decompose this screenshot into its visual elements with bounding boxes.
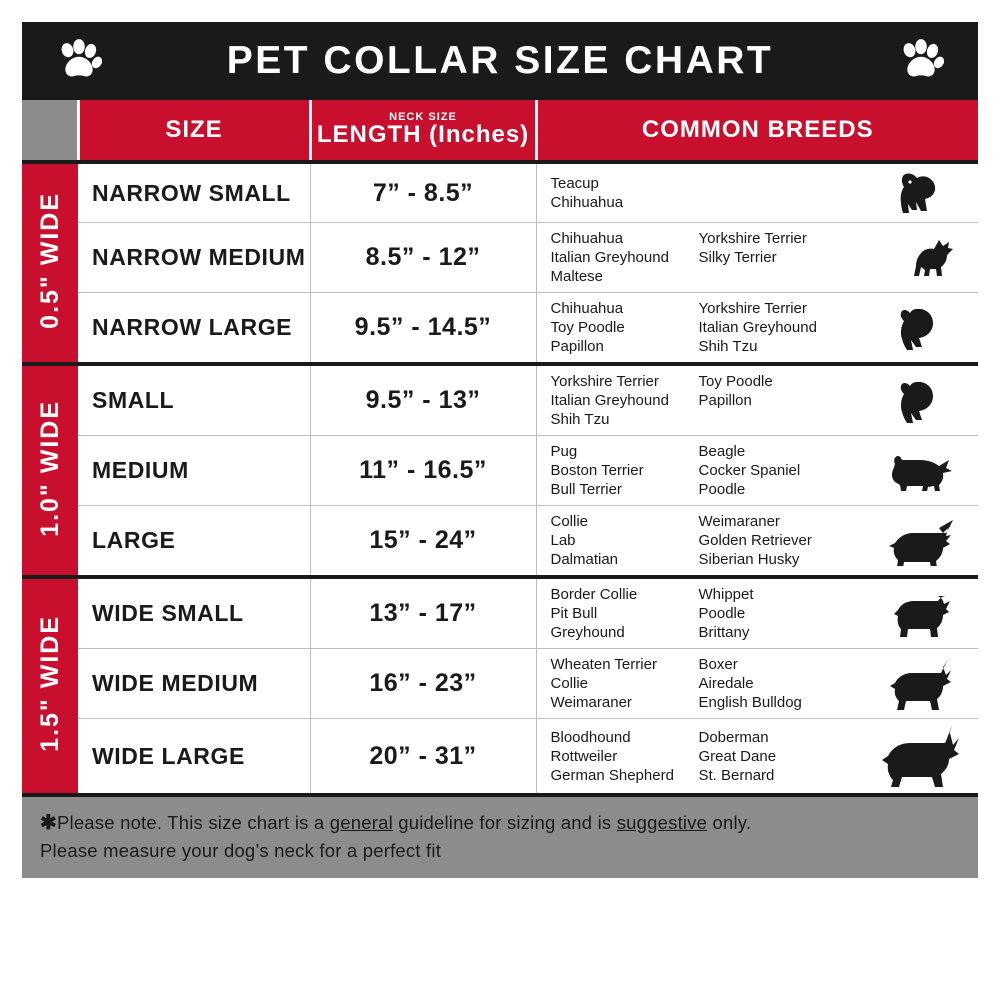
size-name: NARROW SMALL — [78, 162, 310, 223]
boxer-silhouette-icon — [878, 658, 974, 710]
breed-item: Greyhound — [550, 624, 625, 641]
breed-item: Italian Greyhound — [550, 249, 669, 266]
breed-item: Lab — [550, 532, 576, 549]
size-table — [22, 100, 978, 797]
breeds-cell — [536, 719, 978, 796]
footer-underline-general: general — [329, 812, 393, 833]
table-row — [22, 162, 978, 223]
breed-column-1 — [551, 655, 699, 712]
breed-item: Boston Terrier — [550, 462, 644, 479]
neck-length: 11” - 16.5” — [310, 436, 536, 506]
breed-column-2 — [699, 174, 847, 212]
width-group-label-2 — [22, 577, 78, 795]
breed-column-1 — [551, 442, 699, 499]
breeds-cell — [536, 436, 978, 506]
yorkie-silhouette-icon — [878, 170, 974, 216]
breed-item: Shih Tzu — [550, 411, 610, 428]
size-name: WIDE MEDIUM — [78, 649, 310, 719]
neck-length: 15” - 24” — [310, 506, 536, 578]
breed-column-2 — [699, 299, 847, 356]
table-header-row — [22, 100, 978, 162]
breed-item: Chihuahua — [550, 230, 624, 247]
breed-column-1 — [551, 372, 699, 429]
breed-item: Papillon — [550, 338, 604, 355]
breed-item: Yorkshire Terrier — [698, 300, 807, 317]
breed-item: Maltese — [550, 268, 604, 285]
breeds-cell — [536, 506, 978, 578]
breed-item: Italian Greyhound — [698, 319, 817, 336]
breeds-cell — [536, 223, 978, 293]
breeds-cell — [536, 364, 978, 436]
breed-item: Teacup — [550, 175, 599, 192]
breed-item: Weimaraner — [550, 694, 632, 711]
breed-item: English Bulldog — [698, 694, 802, 711]
breed-item: Wheaten Terrier — [550, 656, 657, 673]
chart-header — [22, 22, 978, 100]
size-name: NARROW LARGE — [78, 293, 310, 365]
width-label-text: 1.5" WIDE — [35, 615, 64, 752]
breed-item: Beagle — [698, 443, 746, 460]
breeds-cell — [536, 649, 978, 719]
breed-item: Great Dane — [698, 747, 777, 765]
doberman-silhouette-icon — [878, 725, 974, 787]
size-name: SMALL — [78, 364, 310, 436]
size-name: NARROW MEDIUM — [78, 223, 310, 293]
neck-length: 13” - 17” — [310, 577, 536, 649]
breed-column-1 — [551, 728, 699, 785]
header-length-main: LENGTH (Inches) — [316, 121, 530, 148]
table-row — [22, 223, 978, 293]
size-name: MEDIUM — [78, 436, 310, 506]
table-row — [22, 364, 978, 436]
breed-item: Toy Poodle — [550, 319, 625, 336]
table-row — [22, 577, 978, 649]
breed-column-2 — [699, 512, 847, 569]
breed-item: Siberian Husky — [698, 551, 800, 568]
retriever-silhouette-icon — [878, 516, 974, 566]
table-row — [22, 293, 978, 365]
breed-item: Dalmatian — [550, 551, 619, 568]
header-neck-size-sub: NECK SIZE — [389, 111, 457, 123]
footer-line-2: Please measure your dog’s neck for a perfect fit — [40, 840, 442, 861]
breed-item: Papillon — [698, 392, 752, 409]
breed-item: Poodle — [698, 481, 746, 498]
breed-item: Poodle — [698, 605, 746, 622]
breed-item: St. Bernard — [698, 766, 775, 784]
breed-item: Bloodhound — [550, 728, 631, 746]
pomeranian-silhouette-icon — [878, 304, 974, 352]
pomeranian-silhouette-icon — [878, 377, 974, 425]
header-blank — [22, 100, 78, 162]
breed-column-2 — [699, 728, 847, 785]
size-name: LARGE — [78, 506, 310, 578]
neck-length: 16” - 23” — [310, 649, 536, 719]
breed-item: Collie — [550, 513, 589, 530]
breed-item: Golden Retriever — [698, 532, 812, 549]
asterisk-icon: ✱ — [40, 812, 57, 834]
breed-item: Rottweiler — [550, 747, 618, 765]
breed-item: Italian Greyhound — [550, 392, 669, 409]
footer-note — [22, 797, 978, 878]
width-group-label-1 — [22, 364, 78, 577]
width-label-text: 1.0" WIDE — [35, 399, 64, 537]
breed-column-1 — [551, 585, 699, 642]
breed-column-2 — [699, 655, 847, 712]
size-name: WIDE LARGE — [78, 719, 310, 796]
breed-item: Whippet — [698, 586, 754, 603]
breeds-cell — [536, 293, 978, 365]
bulldog-silhouette-icon — [878, 590, 974, 638]
width-label-text: 0.5" WIDE — [35, 192, 64, 329]
neck-length: 8.5” - 12” — [310, 223, 536, 293]
table-row — [22, 719, 978, 796]
width-group-label-0 — [22, 162, 78, 364]
breed-item: Silky Terrier — [698, 249, 777, 266]
header-size: SIZE — [78, 100, 310, 162]
neck-length: 20” - 31” — [310, 719, 536, 796]
breed-item: Bull Terrier — [550, 481, 622, 498]
breed-item: Chihuahua — [550, 300, 624, 317]
breed-item: Border Collie — [550, 586, 638, 603]
breed-item: Pit Bull — [550, 605, 598, 622]
breeds-cell — [536, 577, 978, 649]
breed-item: Chihuahua — [550, 194, 624, 211]
breed-column-1 — [551, 299, 699, 356]
breed-item: Weimaraner — [698, 513, 780, 530]
breed-item: Boxer — [698, 656, 738, 673]
breed-column-1 — [551, 512, 699, 569]
terrier-silhouette-icon — [878, 450, 974, 492]
breeds-cell — [536, 162, 978, 223]
breed-item: Shih Tzu — [698, 338, 758, 355]
breed-item: Pug — [550, 443, 578, 460]
breed-item: Airedale — [698, 675, 754, 692]
breed-column-2 — [699, 442, 847, 499]
breed-column-2 — [699, 372, 847, 429]
table-row — [22, 506, 978, 578]
breed-item: Cocker Spaniel — [698, 462, 801, 479]
neck-length: 9.5” - 14.5” — [310, 293, 536, 365]
footer-underline-suggestive: suggestive — [616, 812, 708, 833]
header-common-breeds: COMMON BREEDS — [536, 100, 978, 162]
breed-item: Yorkshire Terrier — [698, 230, 807, 247]
footer-line-1 — [40, 809, 960, 837]
breed-column-2 — [699, 585, 847, 642]
breed-item: Brittany — [698, 624, 750, 641]
breed-item: German Shepherd — [550, 766, 674, 784]
breed-item: Doberman — [698, 728, 769, 746]
size-name: WIDE SMALL — [78, 577, 310, 649]
breed-column-1 — [551, 229, 699, 286]
paw-icon — [898, 38, 944, 84]
breed-item: Collie — [550, 675, 589, 692]
footer-text-a: Please note. This size chart is a — [56, 812, 330, 833]
breed-column-2 — [699, 229, 847, 286]
paw-icon — [56, 38, 102, 84]
breed-item: Toy Poodle — [698, 373, 773, 390]
header-length — [310, 100, 536, 162]
neck-length: 9.5” - 13” — [310, 364, 536, 436]
table-row — [22, 649, 978, 719]
footer-text-c: only. — [707, 812, 752, 833]
breed-item: Yorkshire Terrier — [550, 373, 659, 390]
neck-length: 7” - 8.5” — [310, 162, 536, 223]
breed-column-1 — [551, 174, 699, 212]
table-body — [22, 162, 978, 795]
page-title: PET COLLAR SIZE CHART — [226, 39, 774, 82]
chihuahua-silhouette-icon — [878, 236, 974, 280]
footer-text-b: guideline for sizing and is — [392, 812, 617, 833]
table-row — [22, 436, 978, 506]
